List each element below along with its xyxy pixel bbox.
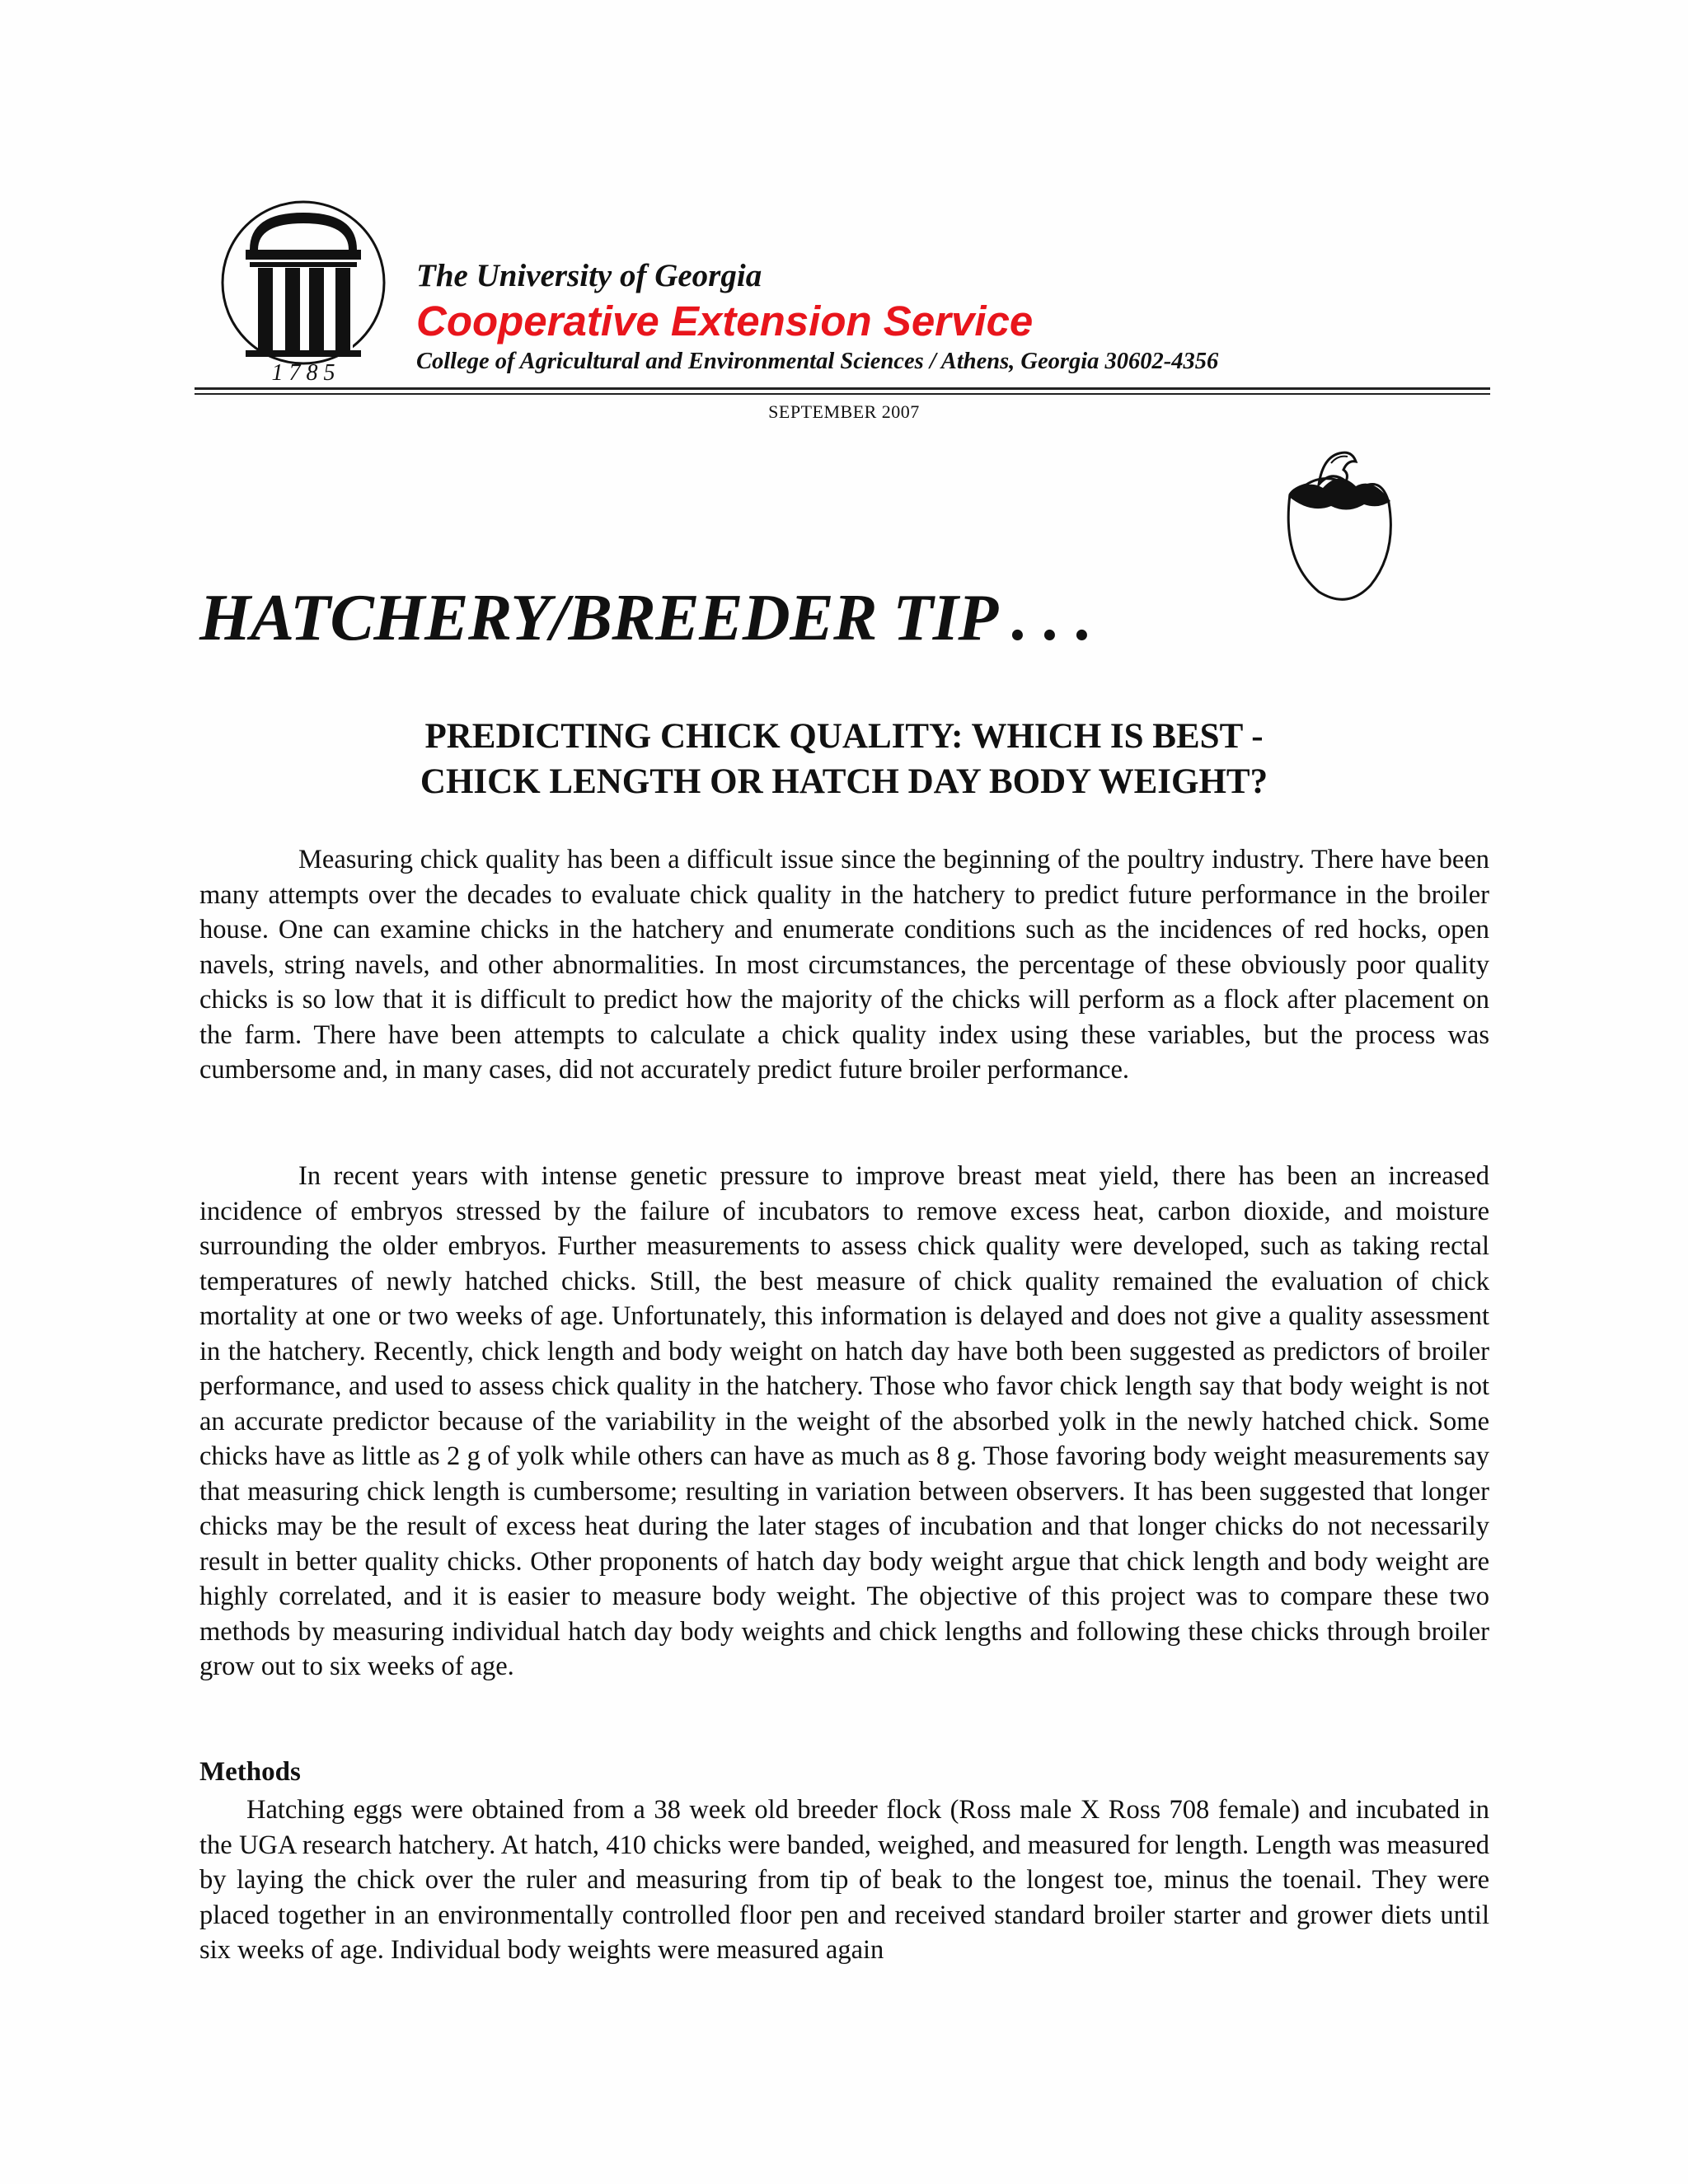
header-rule-top	[195, 387, 1490, 390]
extension-service-name: Cooperative Extension Service	[416, 298, 1034, 344]
page-title: HATCHERY/BREEDER TIP . . .	[199, 582, 1092, 654]
college-address: College of Agricultural and Environmental Sciences / Athens, Georgia 30602-4356	[416, 349, 1219, 374]
paragraph-intro: Measuring chick quality has been a difficult issue since the beginning of the poultry industry. There have been many attempts over the decades to evaluate chick quality in the hatchery to predict future performance in the broiler house. One can examine chicks in the hatchery and enumerate conditions such as the incidences of red hocks, open navels, string navels, and other abnormalities. In most circumstances, the percentage of these obviously poor quality chicks is so low that it is difficult to predict how the majority of the chicks will perform as a flock after placement on the farm. There have been attempts to calculate a chick quality index using these variables, but the process was cumbersome and, in many cases, did not accurately predict future broiler performance.	[199, 845, 1489, 1085]
paragraph-background: In recent years with intense genetic pressure to improve breast meat yield, there has been an increased incidence of embryos stressed by the failure of incubators to remove excess heat, carbon dioxide, and moisture surrounding the older embryos. Further measurements to assess chick quality were developed, such as taking rectal temperatures of newly hatched chicks. Still, the best measure of chick quality remained the evaluation of chick mortality at one or two weeks of age. Unfortunately, this information is delayed and does not give a quality assessment in the hatchery. Recently, chick length and body weight on hatch day have both been suggested as predictors of broiler performance, and used to assess chick quality in the hatchery. Those who favor chick length say that body weight is not an accurate predictor because of the variability in the weight of the absorbed yolk in the newly hatched chick. Some chicks have as little as 2 g of yolk while others can have as much as 8 g. Those favoring body weight measurements say that measuring chick length is cumbersome; resulting in variation between observers. It has been suggested that longer chicks may be the result of excess heat during the later stages of incubation and that longer chicks do not necessarily result in better quality chicks. Other proponents of hatch day body weight argue that chick length and body weight are highly correlated, and it is easier to measure body weight. The objective of this project was to compare these two methods by measuring individual hatch day body weights and chick lengths and following these chicks through broiler grow out to six weeks of age.	[199, 1161, 1489, 1681]
header-rule-bottom	[195, 393, 1490, 395]
article-subtitle	[0, 714, 1688, 804]
logo-year: 1 7 8 5	[271, 360, 335, 386]
subtitle-line-1: PREDICTING CHICK QUALITY: WHICH IS BEST -	[424, 717, 1264, 756]
methods-heading: Methods	[199, 1757, 301, 1787]
subtitle-line-2: CHICK LENGTH OR HATCH DAY BODY WEIGHT?	[420, 762, 1268, 801]
publication-date: SEPTEMBER 2007	[768, 401, 920, 422]
university-name: The University of Georgia	[416, 258, 762, 293]
hatching-egg-icon	[1273, 445, 1405, 610]
uga-arch-logo	[217, 200, 390, 386]
paragraph-methods: Hatching eggs were obtained from a 38 week old breeder flock (Ross male X Ross 708 female) and incubated in the UGA research hatchery. At hatch, 410 chicks were banded, weighed, and measured for length. Length was measured by laying the chick over the ruler and measuring from tip of beak to the longest toe, minus the toenail. They were placed together in an environmentally controlled floor pen and received standard broiler starter and grower diets until six weeks of age. Individual body weights were measured again	[199, 1795, 1489, 1965]
